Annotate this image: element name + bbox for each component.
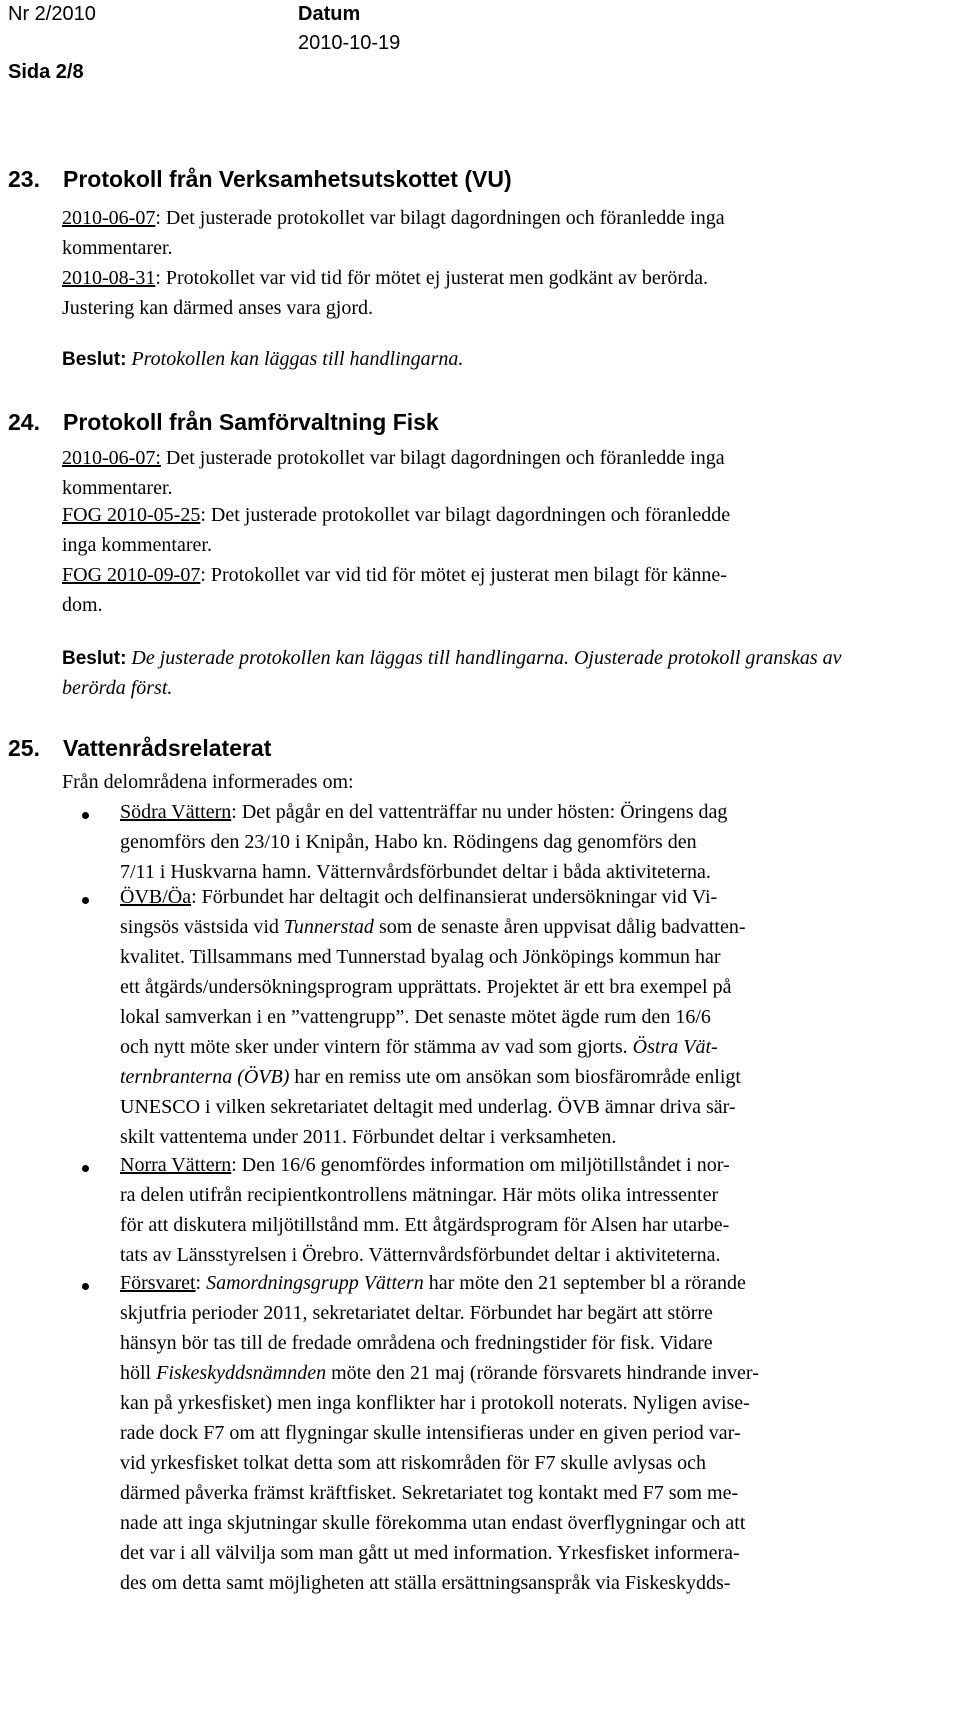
org-name: Östra Vät- — [632, 1036, 718, 1058]
page-number: Sida 2/8 — [8, 61, 84, 83]
org-name: Samordningsgrupp Vättern — [206, 1272, 424, 1294]
org-name: Fiskeskyddsnämnden — [156, 1362, 327, 1384]
text: har en remiss ute om ansökan som biosfärområde enligt — [289, 1066, 741, 1088]
bullet-line: tats av Länsstyrelsen i Örebro. Vätternvårdsförbundet deltar i aktiviteterna. — [120, 1244, 721, 1266]
section-24-heading — [8, 408, 439, 436]
text: : Protokollet var vid tid för mötet ej justerat men bilagt för känne- — [200, 564, 727, 586]
decision-text: Protokollen kan läggas till handlingarna. — [126, 348, 464, 370]
paragraph-line: Justering kan därmed anses vara gjord. — [62, 297, 374, 319]
bullet-icon — [82, 1283, 89, 1290]
section-title: Vattenrådsrelaterat — [63, 735, 272, 761]
document-number: Nr 2/2010 — [8, 3, 96, 25]
bullet-icon — [82, 1165, 89, 1172]
date-link: 2010-08-31 — [62, 267, 156, 289]
bullet-line: för att diskutera miljötillstånd mm. Ett åtgärdsprogram för Alsen har utarbe- — [120, 1214, 730, 1236]
paragraph-line: inga kommentarer. — [62, 534, 212, 556]
paragraph-line: kommentarer. — [62, 477, 173, 499]
text: och nytt möte sker under vintern för stämma av vad som gjorts. — [120, 1036, 633, 1058]
section-23-heading — [8, 165, 512, 193]
bullet-line: genomförs den 23/10 i Knipån, Habo kn. Rödingens dag genomförs den — [120, 831, 697, 853]
bullet-line: vid yrkesfisket tolkat detta som att riskområden för F7 skulle avlysas och — [120, 1452, 706, 1474]
bullet-line — [120, 1358, 940, 1388]
decision — [62, 643, 932, 674]
date-link: 2010-06-07 — [62, 207, 156, 229]
decision-text: De justerade protokollen kan läggas till handlingarna. Ojusterade protokoll granskas av — [126, 647, 842, 669]
intro-text: Från delområdena informerades om: — [62, 771, 354, 793]
place-name: Tunnerstad — [283, 916, 374, 938]
bullet-line — [120, 912, 940, 942]
decision — [62, 344, 932, 375]
section-number: 23. — [8, 166, 40, 192]
text: höll — [120, 1362, 157, 1384]
bullet-line — [120, 1268, 940, 1298]
text: : — [195, 1272, 207, 1294]
text: singsös västsida vid — [120, 916, 284, 938]
bullet-line: nade att inga skjutningar skulle förekomma utan endast överflygningar och att — [120, 1512, 746, 1534]
text: : Den 16/6 genomfördes information om miljötillståndet i nor- — [231, 1154, 730, 1176]
date-link: 2010-06-07: — [62, 447, 161, 469]
paragraph-line: kommentarer. — [62, 237, 173, 259]
bullet-line: UNESCO i vilken sekretariatet deltagit med underlag. ÖVB ämnar driva sär- — [120, 1096, 736, 1118]
text: : Det justerade protokollet var bilagt dagordningen och föranledde — [200, 504, 731, 526]
bullet-line: lokal samverkan i en ”vattengrupp”. Det senaste mötet ägde rum den 16/6 — [120, 1006, 711, 1028]
bullet-line: skjutfria perioder 2011, sekretariatet deltar. Förbundet har begärt att större — [120, 1302, 713, 1324]
bullet-line: 7/11 i Huskvarna hamn. Vätternvårdsförbundet deltar i båda aktiviteterna. — [120, 861, 711, 883]
text: : Protokollet var vid tid för mötet ej justerat men godkänt av berörda. — [155, 267, 708, 289]
text: möte den 21 maj (rörande försvarets hindrande inver- — [326, 1362, 759, 1384]
section-number: 25. — [8, 735, 40, 761]
date-label: Datum — [298, 3, 361, 25]
text: som de senaste åren uppvisat dålig badvatten- — [373, 916, 746, 938]
section-title: Protokoll från Samförvaltning Fisk — [63, 409, 439, 435]
date-link: FOG 2010-05-25 — [62, 504, 201, 526]
bullet-heading: Södra Vättern — [120, 801, 232, 823]
bullet-line: därmed påverka främst kräftfisket. Sekretariatet tog kontakt med F7 som me- — [120, 1482, 739, 1504]
section-25-heading — [8, 734, 271, 762]
bullet-line: skilt vattentema under 2011. Förbundet deltar i verksamheten. — [120, 1126, 617, 1148]
section-number: 24. — [8, 409, 40, 435]
text: : Det pågår en del vattenträffar nu under hösten: Öringens dag — [231, 801, 728, 823]
bullet-heading: Försvaret — [120, 1272, 196, 1294]
bullet-line: hänsyn bör tas till de fredade områdena och fredningstider för fisk. Vidare — [120, 1332, 713, 1354]
bullet-line: rade dock F7 om att flygningar skulle intensifieras under en given period var- — [120, 1422, 741, 1444]
text: Det justerade protokollet var bilagt dagordningen och föranledde inga — [160, 447, 725, 469]
bullet-line: kan på yrkesfisket) men inga konflikter har i protokoll noterats. Nyligen avise- — [120, 1392, 750, 1414]
bullet-heading: ÖVB/Öa — [120, 886, 192, 908]
paragraph-line: dom. — [62, 594, 103, 616]
paragraph — [62, 500, 932, 530]
bullet-line — [120, 797, 940, 827]
date-value: 2010-10-19 — [298, 32, 401, 54]
section-title: Protokoll från Verksamhetsutskottet (VU) — [63, 166, 512, 192]
bullet-line — [120, 882, 940, 912]
paragraph — [62, 203, 932, 233]
bullet-line: kvalitet. Tillsammans med Tunnerstad byalag och Jönköpings kommun har — [120, 946, 721, 968]
text: har möte den 21 september bl a rörande — [423, 1272, 746, 1294]
bullet-line: ett åtgärds/undersökningsprogram upprättats. Projektet är ett bra exempel på — [120, 976, 732, 998]
org-name: ternbranterna (ÖVB) — [120, 1066, 290, 1088]
bullet-line: ra delen utifrån recipientkontrollens mätningar. Här möts olika intressenter — [120, 1184, 719, 1206]
decision-label: Beslut: — [62, 349, 127, 370]
bullet-line — [120, 1150, 940, 1180]
paragraph — [62, 560, 932, 590]
decision-line: berörda först. — [62, 677, 173, 699]
bullet-icon — [82, 812, 89, 819]
bullet-line — [120, 1032, 940, 1062]
text: : Det justerade protokollet var bilagt dagordningen och föranledde inga — [155, 207, 725, 229]
bullet-heading: Norra Vättern — [120, 1154, 232, 1176]
bullet-icon — [82, 897, 89, 904]
bullet-line: det var i all välvilja som man gått ut med information. Yrkesfisket informera- — [120, 1542, 740, 1564]
bullet-line — [120, 1062, 940, 1092]
decision-label: Beslut: — [62, 648, 127, 669]
paragraph — [62, 263, 932, 293]
date-link: FOG 2010-09-07 — [62, 564, 201, 586]
bullet-line: des om detta samt möjligheten att ställa ersättningsanspråk via Fiskeskydds- — [120, 1572, 731, 1594]
text: : Förbundet har deltagit och delfinansierat undersökningar vid Vi- — [191, 886, 718, 908]
paragraph — [62, 443, 932, 473]
